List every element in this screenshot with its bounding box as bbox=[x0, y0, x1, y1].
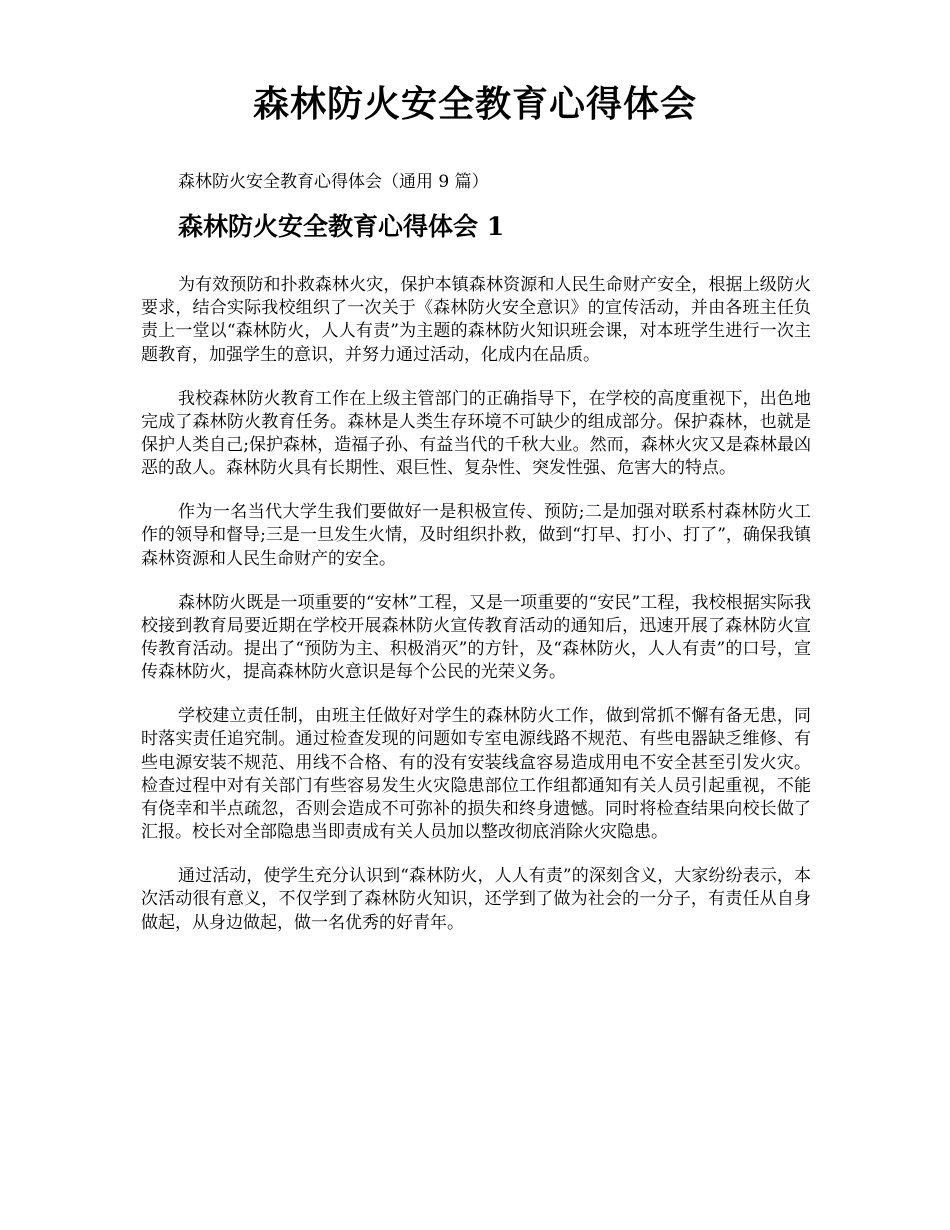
paragraph-1: 为有效预防和扑救森林火灾，保护本镇森林资源和人民生命财产安全，根据上级防火要求，结合实际我校组织了一次关于《森林防火安全意识》的宣传活动，并由各班主任负责上一堂以“森林防火，人人有责”为主题的森林防火知识班会课，对本班学生进行一次主题教育，加强学生的意识，并努力通过活动，化成内在品质。 bbox=[141, 275, 811, 365]
paragraph-4: 森林防火既是一项重要的“安林”工程，又是一项重要的“安民”工程，我校根据实际我校接到教育局要近期在学校开展森林防火宣传教育活动的通知后，迅速开展了森林防火宣传教育活动。提出了“预防为主、积极消灭”的方针，及“森林防火，人人有责”的口号，宣传森林防火，提高森林防火意识是每个公民的光荣义务。 bbox=[141, 592, 811, 683]
paragraph-5: 学校建立责任制，由班主任做好对学生的森林防火工作，做到常抓不懈有备无患，同时落实责任追究制。通过检查发现的问题如专室电源线路不规范、有些电器缺乏维修、有些电源安装不规范、用线不合格、有的没有安装线盒容易造成用电不安全甚至引发火灾。检查过程中对有关部门有些容易发生火灾隐患部位工作组都通知有关人员引起重视，不能有侥幸和半点疏忽，否则会造成不可弥补的损失和终身遗憾。同时将检查结果向校长做了汇报。校长对全部隐患当即责成有关人员加以整改彻底消除火灾隐患。 bbox=[141, 706, 811, 843]
section-heading: 森林防火安全教育心得体会 1 bbox=[178, 212, 505, 241]
document-title: 森林防火安全教育心得体会 bbox=[252, 83, 697, 125]
document-body bbox=[141, 274, 811, 956]
paragraph-3: 作为一名当代大学生我们要做好一是积极宣传、预防;二是加强对联系村森林防火工作的领导和督导;三是一旦发生火情，及时组织扑救，做到“打早、打小、打了”，确保我镇森林资源和人民生命财产的安全。 bbox=[141, 502, 811, 569]
paragraph-2: 我校森林防火教育工作在上级主管部门的正确指导下，在学校的高度重视下，出色地完成了森林防火教育任务。森林是人类生存环境不可缺少的组成部分。保护森林，也就是保护人类自己;保护森林，造福子孙、有益当代的千秋大业。然而，森林火灾又是森林最凶恶的敌人。森林防火具有长期性、艰巨性、复杂性、突发性强、危害大的特点。 bbox=[141, 388, 811, 479]
paragraph-6: 通过活动，使学生充分认识到“森林防火，人人有责”的深刻含义，大家纷纷表示，本次活动很有意义，不仅学到了森林防火知识，还学到了做为社会的一分子，有责任从自身做起，从身边做起，做一名优秀的好青年。 bbox=[141, 866, 811, 933]
document-subtitle: 森林防火安全教育心得体会（通用 9 篇） bbox=[178, 172, 489, 192]
